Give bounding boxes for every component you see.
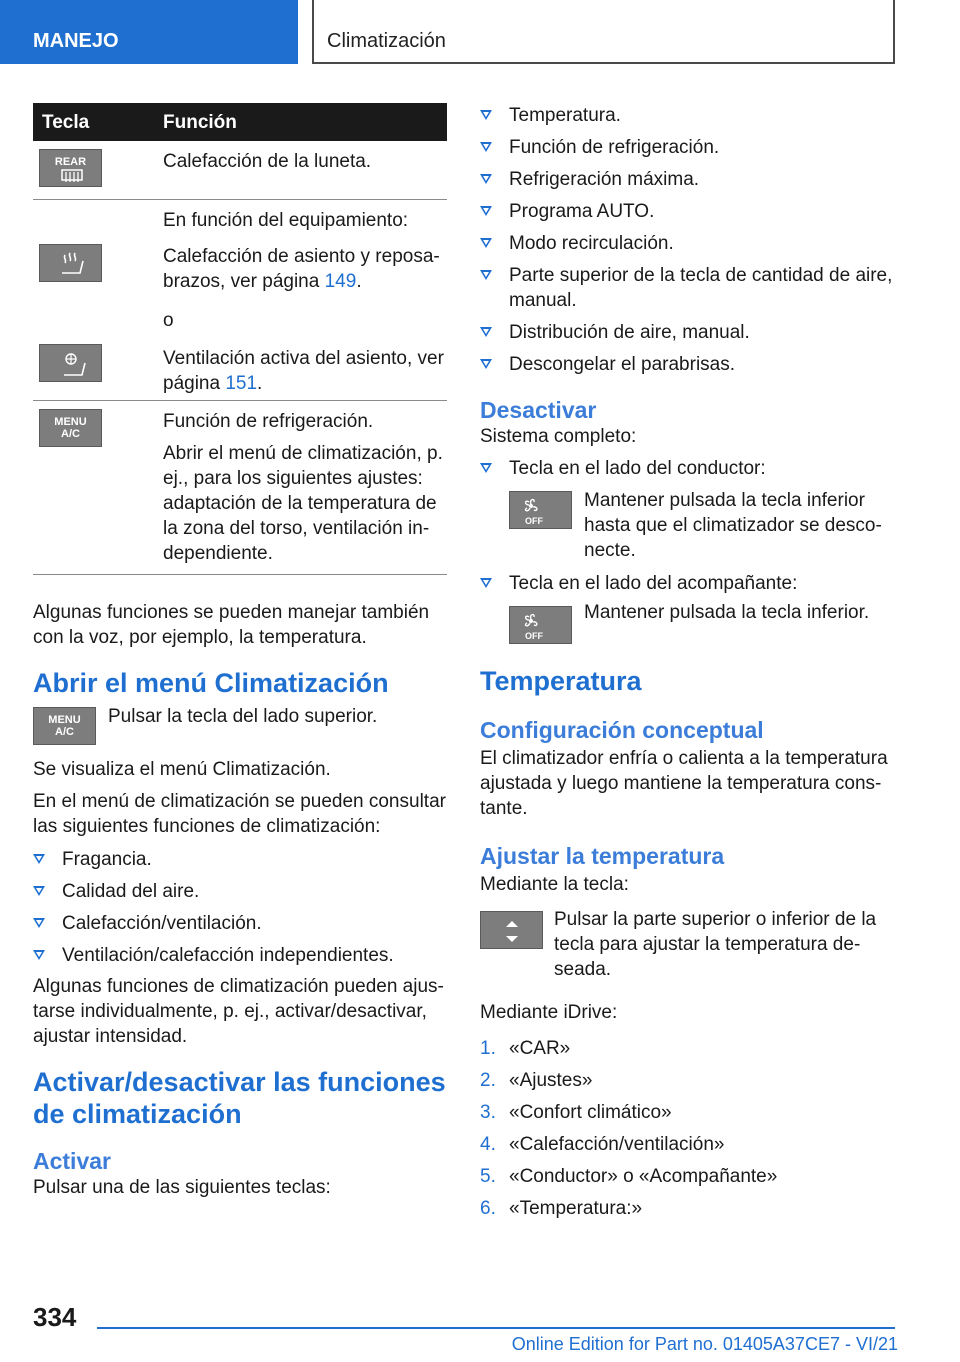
footer-divider [97, 1327, 895, 1329]
triangle-bullet-icon [480, 463, 492, 473]
svg-text:OFF: OFF [525, 516, 543, 526]
seat-vent-page-link[interactable]: 151 [225, 373, 258, 394]
fan-off-key-icon-2 [509, 606, 572, 644]
list-item: Tecla en el lado del acompañante: OFF Mantener pulsada la tecla inferior. [480, 571, 895, 647]
driver-instruction: Mantener pulsada la tecla inferior hasta que el climatizador se desco-necte. [584, 490, 882, 561]
list-item: Temperatura. [480, 103, 895, 128]
header-section: MANEJO [33, 30, 119, 52]
via-key-text: Mediante la tecla: [480, 874, 629, 895]
table-header-function: Función [163, 103, 447, 141]
triangle-bullet-icon [33, 918, 45, 928]
menu-shown-text: Se visualiza el menú Climatización. [33, 759, 331, 780]
activar-text: Pulsar una de las siguientes teclas: [33, 1177, 331, 1198]
list-item: Calidad del aire. [33, 879, 447, 904]
desactivar-heading: Desactivar [480, 397, 597, 423]
triangle-bullet-icon [480, 174, 492, 184]
edition-text: Online Edition for Part no. 01405A37CE7 - VI/21 [511, 1334, 898, 1354]
activate-heading: Activar/desactivar las funciones de climatización [33, 1067, 446, 1129]
triangle-bullet-icon [480, 578, 492, 588]
list-item: Modo recirculación. [480, 231, 895, 256]
list-item: Ventilación/calefacción independientes. [33, 943, 447, 968]
deactivate-list [480, 456, 895, 647]
header-section-tab [0, 0, 298, 64]
menu-ac-key-icon-2: MENU A/C [33, 707, 96, 745]
list-item: Fragancia. [33, 847, 447, 872]
table-header-key: Tecla [33, 103, 163, 141]
adjust-heading: Ajustar la temperatura [480, 843, 725, 869]
right-column [480, 103, 895, 1228]
list-item: Calefacción/ventilación. [33, 911, 447, 936]
temperature-heading: Temperatura [480, 666, 642, 696]
menu-functions-list [33, 847, 447, 968]
concept-text: El climatizador enfría o calienta a la temperatura ajustada y luego mantiene la temperatura cons-tante. [480, 748, 888, 819]
triangle-bullet-icon [33, 854, 45, 864]
list-item: 6. «Temperatura:» [480, 1198, 643, 1219]
seat-heat-page-link[interactable]: 149 [324, 271, 357, 292]
list-item: Parte superior de la tecla de cantidad de aire, manual. [480, 263, 895, 313]
or-label: o [163, 310, 174, 331]
activate-keys-list [480, 103, 895, 377]
fan-off-key-icon [509, 491, 572, 529]
list-item: 5. «Conductor» o «Acompañante» [480, 1166, 778, 1187]
header-chapter-box [312, 0, 895, 64]
equipment-intro: En función del equipamiento: [163, 210, 409, 231]
temperature-up-down-key-icon [480, 911, 543, 949]
list-item: 4. «Calefacción/ventilación» [480, 1134, 725, 1155]
key-instruction: Pulsar la parte superior o inferior de la tecla para ajustar la temperatura de-seada. [554, 909, 877, 980]
list-item: Distribución de aire, manual. [480, 320, 895, 345]
individual-note: Algunas funciones de climatización pueden ajus-tarse individualmente, p. ej., activar/desactivar, ajustar intensidad. [33, 976, 444, 1047]
list-item: Refrigeración máxima. [480, 167, 895, 192]
seat-vent-desc: Ventilación activa del asiento, ver página [163, 348, 444, 394]
list-item: Función de refrigeración. [480, 135, 895, 160]
open-menu-instruction: Pulsar la tecla del lado superior. [108, 706, 378, 727]
list-item: 3. «Confort climático» [480, 1102, 672, 1123]
triangle-bullet-icon [480, 110, 492, 120]
list-item: Programa AUTO. [480, 199, 895, 224]
left-column [33, 103, 447, 1200]
voice-note: Algunas funciones se pueden manejar también con la voz, por ejemplo, la temperatura. [33, 602, 430, 648]
triangle-bullet-icon [33, 886, 45, 896]
activar-subheading: Activar [33, 1148, 111, 1174]
via-idrive-text: Mediante iDrive: [480, 1002, 618, 1023]
table-row: En función del equipamiento: Calefacción de asiento y reposa-brazos, ver página 149. o Ventilación activa del asiento, ver página 151. [33, 200, 447, 401]
header-chapter: Climatización [327, 30, 446, 52]
triangle-bullet-icon [480, 206, 492, 216]
triangle-bullet-icon [480, 142, 492, 152]
open-menu-heading: Abrir el menú Climatización [33, 668, 389, 698]
passenger-instruction: Mantener pulsada la tecla inferior. [584, 602, 870, 623]
menu-consult-text: En el menú de climatización se pueden consultar las siguientes funciones de climatización: [33, 791, 446, 837]
list-item: Tecla en el lado del conductor: OFF Mantener pulsada la tecla inferior hasta que el climatizador se desco-necte. [480, 456, 895, 563]
key-function-table [33, 103, 447, 575]
seat-vent-key-icon [39, 344, 102, 382]
seat-heat-desc: Calefacción de asiento y reposa-brazos, ver página [163, 246, 440, 292]
list-item: 2. «Ajustes» [480, 1070, 593, 1091]
svg-text:OFF: OFF [525, 631, 543, 641]
rear-defrost-desc: Calefacción de la luneta. [163, 151, 372, 172]
system-complete-text: Sistema completo: [480, 426, 637, 447]
triangle-bullet-icon [480, 270, 492, 280]
triangle-bullet-icon [480, 327, 492, 337]
list-item: 1. «CAR» [480, 1038, 571, 1059]
rear-defrost-key-icon: REAR [39, 149, 102, 187]
triangle-bullet-icon [480, 359, 492, 369]
open-menu-desc: Abrir el menú de climatización, p. ej., para los siguientes ajustes: adaptación de la temperatura de la zona del torso, ventilación in-dependiente. [163, 443, 443, 564]
triangle-bullet-icon [480, 238, 492, 248]
list-item: Descongelar el parabrisas. [480, 352, 895, 377]
table-row [33, 141, 447, 200]
cooling-function-desc: Función de refrigeración. [163, 411, 374, 432]
table-row [33, 401, 447, 575]
idrive-steps-list [480, 1036, 895, 1221]
concept-heading: Configuración conceptual [480, 717, 764, 743]
seat-heat-key-icon [39, 244, 102, 282]
triangle-bullet-icon [33, 950, 45, 960]
menu-ac-key-icon: MENU A/C [39, 409, 102, 447]
page-number: 334 [33, 1302, 77, 1332]
